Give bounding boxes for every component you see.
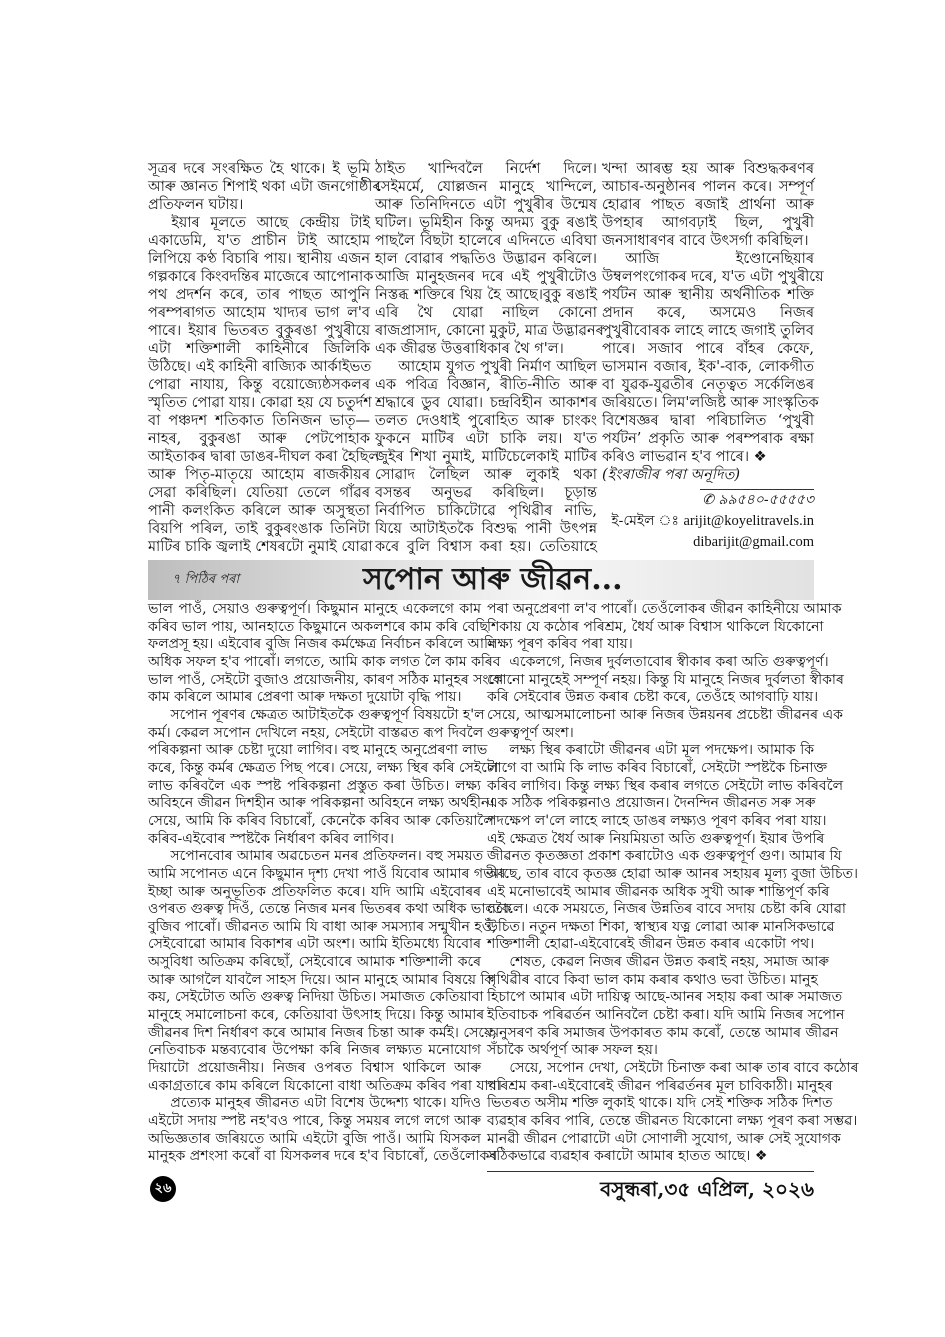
text-line: হাল বোৱাৰ পদ্ধতিও উদ্ভাৱন কৰিলে।: [375, 251, 597, 267]
text-line: পোৱা নাযায়, কিন্তু বয়োজ্যেষ্ঠসকলৰ: [148, 377, 370, 393]
continued-from-label: ৭ পিঠিৰ পৰা: [172, 572, 240, 587]
text-line: অবিহনে জীৱন দিশহীন আৰু পৰিকল্পনা অবিহনে লক্ষ্য অৰ্থহীন।: [148, 795, 495, 812]
paragraph: [602, 160, 814, 250]
text-line: ওপৰত গুৰুত্ব দিওঁ, তেন্তে নিজৰ মনৰ ভিতৰৰ কথা অধিক ভালকৈ: [148, 901, 512, 918]
text-line: লাগে বা আমি কি লাভ কৰিব বিচাৰোঁ, সেইটো স্পষ্টকৈ চিনাক্ত: [487, 759, 828, 776]
text-line: পানী কলংকিত কৰিলে আৰু অসুস্থতা: [148, 503, 370, 519]
article-top-column-3: [602, 160, 824, 490]
text-line: আৰু পিতৃ-মাতৃয়ে আহোম ৰাজকীয়ৰ: [148, 467, 370, 483]
text-line: তলত দেওধাই পুৰোহিত আৰু চাংকং: [375, 413, 597, 429]
text-line: যিয়ে আটাইতকৈ বিশুদ্ধ পানী উৎপন্ন: [375, 521, 597, 537]
text-line: ইয়াৰ মূলতে আছে কেন্দ্ৰীয় টাই: [171, 215, 370, 231]
text-line: কৰ্ম। কেৱল সপোন দেখিলে নহয়, সেইটো বাস্তৱত ৰূপ দিবলৈ: [148, 724, 484, 741]
text-line: হোৱাৰ পাছত ৰজাই প্ৰাৰ্থনা আৰু: [602, 197, 814, 213]
text-line: শক্তিশালী হোৱা-এইবোৰেই জীৱন উন্নত কৰাৰ একোটা পথ।: [487, 936, 815, 953]
text-line: এইটো সদায় স্পষ্ট নহ'বও পাৰে, কিন্তু সময়ৰ লগে লগে আৰু: [148, 1113, 481, 1130]
text-line: মাটিৰ চাকি জ্বলাই শেষৰটো নুমাই যোৱা: [148, 539, 373, 555]
text-line: নিস্তব্ধ শক্তিৰে থিয় হৈ আছে।বুকু ৰঙাই: [375, 287, 597, 303]
text-line: এক পবিত্ৰ বিজ্ঞান, ৰীতি-নীতি আৰু: [375, 377, 597, 393]
text-line: ৰাজপ্ৰাসাদ, কোনো মুকুট, মাত্ৰ উদ্ভাৱনৰ: [375, 323, 604, 339]
text-line: পুখুৰীবোৰক লাহে লাহে জগাই তুলিব: [602, 323, 814, 339]
text-line: সেইবোৱো আমাৰ বিকাশৰ এটা অংশ। আমি ইতিমধ্যে যিবোৰ: [148, 936, 481, 953]
text-line: কৰি সেইবোৰ উন্নত কৰাৰ চেষ্টা কৰে, তেওঁহে আগবাঢ়ি যায়।: [487, 689, 819, 706]
text-line: আৰু জ্ঞানত শিপাই থকা এটা জনগোষ্ঠীৰ: [148, 179, 381, 195]
text-line: আচাৰ-অনুষ্ঠানৰ পালন কৰে। সম্পূৰ্ণ: [602, 179, 814, 195]
text-line: কৰিও লাভৱান হ'ব পাৰে। ❖: [602, 449, 767, 465]
text-line: সেৱা কৰিছিল। যেতিয়া তেলে গাঁৱৰ: [148, 485, 370, 501]
text-line: প্ৰত্যেক মানুহৰ জীৱনত এটা বিশেষ উদ্দেশ্য থাকে। যদিও: [170, 1095, 481, 1112]
text-line: এটা শক্তিশালী কাহিনীৰে জিলিকি: [148, 341, 370, 357]
article-banner: [148, 560, 814, 600]
text-line: আৰু আগলৈ যাবলৈ সাহস দিয়ে। আন মানুহে আমাৰ বিষয়ে কি: [148, 971, 495, 988]
text-line: এই মনোভাবেই আমাৰ জীৱনক অধিক সুখী আৰু শান্তিপূৰ্ণ কৰি: [487, 883, 830, 900]
text-line: আমি সপোনত এনে কিছুমান দৃশ্য দেখা পাওঁ যিবোৰ আমাৰ গভীৰ: [148, 865, 506, 882]
text-line: পাৰে। ইয়াৰ ভিতৰত বুকুৰঙা পুখুৰীয়ে: [148, 323, 370, 339]
text-line: বসন্তৰ অনুভৱ কৰিছিল। চূড়ান্ত: [375, 485, 597, 501]
publication-date-line: বসুন্ধৰা,৩৫ এপ্ৰিল, ২০২৬: [600, 1177, 814, 1201]
text-line: সঠিকভাৱে ব্যৱহাৰ কৰাটো আমাৰ হাতত আছে। ❖: [487, 1148, 768, 1165]
paragraph: [487, 1060, 859, 1166]
text-line: প্ৰতিফলন ঘটায়।: [148, 197, 244, 213]
text-line: একেলগে, নিজৰ দুৰ্বলতাবোৰ স্বীকাৰ কৰা অতি গুৰুত্বপূৰ্ণ।: [509, 653, 829, 670]
text-line: স্মৃতিত পোৱা যায়। কোৱা হয় যে চতুৰ্দশ: [148, 395, 372, 411]
text-line: লক্ষ্য স্থিৰ কৰাটো জীৱনৰ এটা মূল পদক্ষেপ। আমাক কি: [509, 742, 814, 759]
text-line: মানুহে সমালোচনা কৰে, কেতিয়াবা উৎসাহ দিয়ে। কিন্তু আমাৰ: [148, 1007, 485, 1024]
text-line: বিয়পি পৰিল, তাই বুকুৰংঙাক তিনিটা: [148, 521, 370, 537]
text-line: এই ক্ষেত্ৰত ধৈৰ্য আৰু নিয়মিয়তা অতি গুৰুত্বপূৰ্ণ। ইয়াৰ উপৰি: [487, 830, 825, 847]
text-line: সপোন পূৰণৰ ক্ষেত্ৰত আটাইতকৈ গুৰুত্বপূৰ্ণ বিষয়টো হ'ল: [170, 706, 485, 723]
text-line: সেয়ে, আমি কি কৰিব বিচাৰোঁ, কেনেকৈ কৰিব আৰু কেতিয়ালৈ: [148, 812, 494, 829]
paragraph: [487, 742, 859, 954]
text-line: অসুবিধা অতিক্ৰম কৰিছোঁ, সেইবোৰে আমাক শক্তিশালী কৰে: [148, 954, 481, 971]
text-line: প্ৰদান কৰে, অসমেও নিজৰ: [602, 305, 814, 321]
article-bottom-column-1: [148, 601, 512, 1171]
text-line: ইতিবাচক পৰিৱৰ্তন আনিবলৈ চেষ্টা কৰা। যদি আমি নিজৰ সপোন: [487, 1007, 845, 1024]
paragraph: [375, 160, 604, 358]
page-number-badge: ২৬: [150, 1176, 176, 1202]
text-line: লাভ কৰিবলৈ এক স্পষ্ট পৰিকল্পনা প্ৰস্তুত কৰা উচিত। লক্ষ্য: [148, 777, 481, 794]
text-line: পাছলৈ বিছটা হালেৰে এদিনতে এবিঘা: [375, 233, 597, 249]
text-line: অনুসৰণ কৰি সমাজৰ উপকাৰত কাম কৰোঁ, তেন্তে আমাৰ জীৱন: [487, 1024, 839, 1041]
text-line: এৰি থৈ যোৱা নাছিল কোনো: [375, 305, 597, 321]
text-line: কৰিব ভাল পায়, আনহাতে কিছুমানে অকলশৰে কাম কৰি বেছি: [148, 618, 489, 635]
text-line: উপহাৰ আগবঢ়াই ছিল, পুখুৰী: [602, 215, 814, 231]
text-line: কৰিব-এইবোৰ স্পষ্টকৈ নিৰ্ধাৰণ কৰিব লাগিব।: [148, 830, 394, 847]
text-line: কৰে, কিন্তু কৰ্মৰ ক্ষেত্ৰত পিছ পৰে। সেয়ে, লক্ষ্য স্থিৰ কৰি সেইটো: [148, 759, 499, 776]
text-line: পৰ্যটন আৰু স্থানীয় অৰ্থনীতিক শক্তি: [602, 287, 814, 303]
text-line: পৰিশ্ৰম কৰা-এইবোৰেই জীৱন পৰিৱৰ্তনৰ মূল চাবিকাঠী। মানুহৰ: [487, 1077, 833, 1094]
text-line: হিচাপে আমাৰ এটা দায়িত্ব আছে-আনৰ সহায় কৰা আৰু সমাজত: [487, 989, 843, 1006]
text-line: আইতাকৰ দ্বাৰা ডাঙৰ-দীঘল কৰা হৈছিল: [148, 449, 380, 465]
text-line: পাৰে। সজাব পাৰে বাঁহৰ কেফে,: [602, 341, 814, 357]
text-line: মানুহক প্ৰশংসা কৰোঁ বা যিসকলৰ দৰে হ'ব বিচাৰোঁ, তেওঁলোকৰ: [148, 1148, 498, 1165]
text-line: জনসাধাৰণৰ বাবে উৎসৰ্গা কৰিছিল।: [602, 233, 809, 249]
article-top-column-2: [375, 160, 604, 560]
text-line: পথ প্ৰদৰ্শন কৰে, তাৰ পাছত আপুনি: [148, 287, 370, 303]
article-title: সপোন আৰু জীৱন...: [363, 562, 623, 597]
text-line: সেইমৰ্মে, যোল্লজন মানুহে খান্দিলে,: [375, 179, 597, 195]
text-line: বা পঞ্চদশ শতিকাত তিনিজন ভাতৃ—: [148, 413, 370, 429]
paragraph: [148, 706, 499, 848]
article-top-column-1: [148, 160, 381, 560]
paragraph: [148, 214, 380, 556]
paragraph: [148, 160, 381, 214]
text-line: বিশেষজ্ঞৰ দ্বাৰা পৰিচালিত ‘পুখুৰী: [602, 413, 814, 429]
author-contact: [600, 490, 814, 553]
text-line: কৰিব লাগিব। কিন্তু লক্ষ্য স্থিৰ কৰাৰ লগতে সেইটো লাভ কৰিবলৈ: [487, 777, 844, 794]
paragraph: [487, 601, 842, 654]
text-line: মানৱী জীৱন পোৱাটো এটা সোণালী সুযোগ, আৰু সেই সুযোগক: [487, 1130, 841, 1147]
text-line: পৰিকল্পনা আৰু চেষ্টা দুয়ো লাগিব। বহু মানুহে অনুপ্ৰেৰণা লাভ: [148, 742, 488, 759]
text-line: একাগ্ৰতাৰে কাম কৰিলে যিকোনো বাধা অতিক্ৰম কৰিব পৰা যায়।: [148, 1077, 502, 1094]
text-line: উঠিছে। এই কাহিনী ৰাজ্যিক আৰ্কাইভত: [148, 359, 372, 375]
paragraph: [375, 358, 597, 556]
text-line: সেয়ে, সপোন দেখা, সেইটো চিনাক্ত কৰা আৰু তাৰ বাবে কঠোৰ: [509, 1060, 859, 1077]
paragraph: [487, 653, 844, 742]
text-line: বুজিব পাৰোঁ। জীৱনত আমি যি বাধা আৰু সমস্যাৰ সন্মুখীন হওঁ,: [148, 918, 497, 935]
text-line: গল্পকাৰে কিংবদন্তিৰ মাজেৰে আপোনাক: [148, 269, 374, 285]
text-line: পৰম্পৰাগত আহোম খাদ্যৰ ভাগ ল'ব: [148, 305, 370, 321]
text-line: ফুকনে মাটিৰ এটা চাকি লয়। য'ত: [375, 431, 597, 447]
paragraph: [602, 250, 824, 466]
text-line: কয়, সেইটোত অতি গুৰুত্ব নিদিয়া উচিত। সমাজত কেতিয়াবা: [148, 989, 484, 1006]
paragraph: [487, 954, 845, 1060]
text-line: পৃথিৱীৰ বাবে কিবা ভাল কাম কৰাৰ কথাও ভবা উচিত। মানুহ: [487, 971, 818, 988]
text-line: জুইৰ শিখা নুমাই, মাটিচেলেকাই মাটিৰ: [375, 449, 597, 465]
text-line: ঘটিল। ভূমিহীন কিন্তু অদম্য বুকু ৰঙাই: [375, 215, 597, 231]
text-line: তোলে। একে সময়তে, নিজৰ উন্নতিৰ বাবে সদায় চেষ্টা কৰি যোৱা: [487, 901, 846, 918]
text-line: লিপিয়ে কণ্ঠ বিচাৰি পায়। স্থানীয় এজন: [148, 251, 370, 267]
text-line: একাডেমি, য'ত প্ৰাচীন টাই আহোম: [148, 233, 370, 249]
text-line: সেয়ে, আত্মসমালোচনা আৰু নিজৰ উন্নয়নৰ প্ৰচেষ্টা জীৱনৰ এক: [487, 706, 843, 723]
text-line: অধিক সফল হ'ব পাৰোঁ। লগতে, আমি কাক লগত লৈ কাম কৰিব: [148, 653, 501, 670]
text-line: আজি ইণ্ডোনেছিয়াৰ: [625, 251, 814, 267]
phone-number: ৯৯৫৪০-৫৫৫৫৩: [718, 492, 814, 508]
text-line: কৰে বুলি বিশ্বাস কৰা হয়। তেতিয়াহে: [375, 539, 597, 555]
article-bottom-column-2: [487, 601, 859, 1171]
text-line: শিকায় যে কঠোৰ পৰিশ্ৰম, ধৈৰ্য আৰু বিশ্বাস থাকিলে যিকোনো: [487, 618, 824, 635]
paragraph: [148, 848, 512, 1095]
email-address-2: dibarijit@gmail.com: [693, 534, 814, 550]
text-line: ব্যৱহাৰ কৰিব পাৰি, তেন্তে জীৱনত যিকোনো লক্ষ্য পূৰণ কৰা সম্ভৱ।: [487, 1113, 858, 1130]
text-line: সোৱাদ লৈছিল আৰু লুকাই থকা: [375, 467, 597, 483]
text-line: আৰু তিনিদিনতে এটা পুখুৰীৰ উন্মেষ: [375, 197, 597, 213]
text-line: সূত্ৰৰ দৰে সংৰক্ষিত হৈ থাকে। ই ভূমি: [148, 161, 370, 177]
text-line: ফলপ্ৰসূ হয়। এইবোৰ বুজি নিজৰ কৰ্মক্ষেত্ৰ নিৰ্বাচন কৰিলে আমি: [148, 636, 496, 653]
text-line: এক সঠিক পৰিকল্পনাও প্ৰয়োজন। দৈনন্দিন জীৱনত সৰু সৰু: [487, 795, 816, 812]
text-line: শেষত, কেৱল নিজৰ জীৱন উন্নত কৰাই নহয়, সমাজ আৰু: [509, 954, 829, 971]
paragraph: [148, 601, 504, 707]
text-line: ভাল পাওঁ, সেয়াও গুৰুত্বপূৰ্ণ। কিছুমান মানুহে একেলগে কাম: [148, 601, 481, 617]
text-line: সঁচাকৈ অৰ্থপূৰ্ণ আৰু সফল হয়।: [487, 1042, 658, 1059]
text-line: লক্ষ্য পূৰণ কৰিব পৰা যায়।: [487, 636, 633, 653]
text-line: নাহৰ, বুকুৰঙা আৰু পেটপোহাক: [148, 431, 370, 447]
text-line: ভিতৰত অসীম শক্তি লুকাই থাকে। যদি সেই শক্তিক সঠিক দিশত: [487, 1095, 833, 1112]
translation-note: (ইংৰাজীৰ পৰা অনূদিত): [602, 467, 741, 483]
text-line: ভাল পাওঁ, সেইটো বুজাও প্ৰয়োজনীয়, কাৰণ সঠিক মানুহৰ সংগে: [148, 671, 504, 688]
text-line: পৰা অনুপ্ৰেৰণা ল'ব পাৰোঁ। তেওঁলোকৰ জীৱন কাহিনীয়ে আমাক: [487, 601, 842, 617]
text-line: সপোনবোৰ আমাৰ অৱচেতন মনৰ প্ৰতিফলন। বহু সময়ত: [170, 848, 484, 865]
telephone-icon: ✆: [702, 492, 714, 508]
footer-rule: [487, 1171, 814, 1172]
text-line: আহোম যুগত পুখুৰী নিৰ্মাণ আছিল: [398, 359, 597, 375]
text-line: গুৰুত্বপূৰ্ণ অংশ।: [487, 724, 574, 741]
text-line: দিয়াটো প্ৰয়োজনীয়। নিজৰ ওপৰত বিশ্বাস থাকিলে আৰু: [148, 1060, 481, 1077]
text-line: কাম কৰিলে আমাৰ প্ৰেৰণা আৰু দক্ষতা দুয়োটা বৃদ্ধি পায়।: [148, 689, 462, 706]
email-label: ই-মেইল ঃ: [611, 513, 680, 529]
text-line: নিৰ্বাপিত চাকিটোৱে পৃথিৱীৰ নাভি,: [375, 503, 597, 519]
text-line: আছে, তাৰ বাবে কৃতজ্ঞ হোৱা আৰু আনৰ সহায়ৰ মূল্য বুজা উচিত।: [487, 865, 859, 882]
text-line: উচিত। নতুন দক্ষতা শিকা, স্বাস্থ্যৰ যত্ন লোৱা আৰু মানসিকভাৱে: [487, 918, 835, 935]
email-address-1: arijit@koyelitravels.in: [683, 513, 814, 529]
text-line: পৰ্যটন’ প্ৰকৃতি আৰু পৰম্পৰাক ৰক্ষা: [602, 431, 814, 447]
text-line: ঠাইত খান্দিবলৈ নিৰ্দেশ দিলে।: [375, 161, 597, 177]
text-line: পদক্ষেপ ল'লে লাহে লাহে ডাঙৰ লক্ষ্যও পূৰণ কৰিব পৰা যায়।: [487, 812, 827, 829]
text-line: ইচ্ছা আৰু অনুভূতিক প্ৰতিফলিত কৰে। যদি আমি এইবোৰৰ: [148, 883, 481, 900]
text-line: খন্দা আৰম্ভ হয় আৰু বিশুদ্ধকৰণৰ: [602, 161, 814, 177]
text-line: অভিজ্ঞতাৰ জৰিয়তে আমি এইটো বুজি পাওঁ। আমি যিসকল: [148, 1130, 481, 1147]
email-line: [600, 511, 814, 532]
paragraph: [148, 1095, 498, 1166]
text-line: এক জীৱন্ত উত্তৰাধিকাৰ থৈ গ'ল।: [375, 341, 564, 357]
text-line: জৰিয়তে। লিম'লজিষ্ট আৰু সাংস্কৃতিক: [602, 395, 819, 411]
text-line: আজি মানুহজনৰ দৰে এই পুখুৰীটোও: [375, 269, 597, 285]
text-line: ভাসমান বজাৰ, ইক'-বাক, লোকগীত: [602, 359, 814, 375]
text-line: নেতিবাচক মন্তব্যবোৰ উপেক্ষা কৰি নিজৰ লক্ষ্যত মনোযোগ: [148, 1042, 481, 1059]
text-line: কোনো মানুহেই সম্পূৰ্ণ নহয়। কিন্তু যি মানুহে নিজৰ দুৰ্বলতা স্বীকাৰ: [487, 671, 844, 688]
text-line: উম্বলপংগোকৰ দৰে, য'ত এটা পুখুৰীয়ে: [602, 269, 824, 285]
text-line: বা যুৱক-যুৱতীৰ নেতৃত্বত সৰ্কেলিঙৰ: [602, 377, 814, 393]
text-line: জীৱনৰ দিশ নিৰ্ধাৰণ কৰে আমাৰ নিজৰ চিন্তা আৰু কৰ্মই। সেয়ে,: [148, 1024, 497, 1041]
text-line: জীৱনত কৃতজ্ঞতা প্ৰকাশ কৰাটোও এক গুৰুত্বপূৰ্ণ গুণ। আমাৰ যি: [487, 848, 842, 865]
text-line: শ্ৰদ্ধাৰে ডুব যোৱা। চন্দ্ৰবিহীন আকাশৰ: [375, 395, 597, 411]
phone-line: [600, 490, 814, 511]
